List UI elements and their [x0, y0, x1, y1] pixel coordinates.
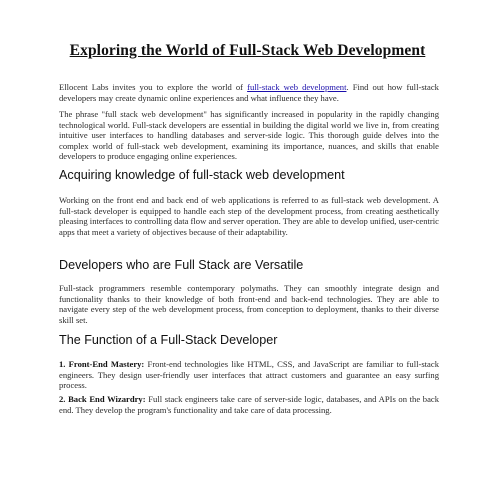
list-item-label: 1. Front-End Mastery: [59, 359, 145, 369]
section-heading-versatile: Developers who are Full Stack are Versatile [59, 258, 304, 272]
page-title: Exploring the World of Full-Stack Web Development [69, 42, 426, 59]
full-stack-link[interactable]: full-stack web development [247, 82, 347, 92]
list-item-front-end [59, 359, 439, 391]
overview-paragraph: The phrase "full stack web development" has significantly increased in popularity in the rapidly changing technological world. Full-stack developers are essential in building the digital world we live in, from creating intuitive user interfaces to handling databases and server-side logic. This thorough guide delves into the complex world of full-stack web development, examining its importance, nuances, and skills that enable developers to produce engaging online experiences. [59, 109, 439, 162]
list-item-label: 2. Back End Wizardry: [59, 394, 146, 404]
intro-text-after: . Find out how full-stack developers may create dynamic online experiences and what influence they have. [59, 82, 439, 103]
intro-text-before: Ellocent Labs invites you to explore the world of [59, 82, 248, 92]
section-heading-acquiring: Acquiring knowledge of full-stack web development [59, 168, 345, 182]
list-item-text: Front-end technologies like HTML, CSS, and JavaScript are familiar to full-stack engineers. They design user-friendly user interfaces that attract customers and guarantee an easy surfing process. [59, 359, 439, 391]
section-body-versatile: Full-stack programmers resemble contemporary polymaths. They can smoothly integrate design and functionality thanks to their knowledge of both front-end and back-end technologies. They are able to navigate every step of the web development process, from conception to deployment, thanks to their diverse skill set. [59, 283, 439, 325]
list-item-text: Full stack engineers take care of server-side logic, databases, and APIs on the back end. They develop the program's functionality and take care of data processing. [59, 394, 440, 415]
intro-paragraph [59, 82, 439, 103]
section-body-acquiring: Working on the front end and back end of web applications is referred to as full-stack web development. A full-stack developer is equipped to handle each step of the development process, from creating aesthetically pleasing interfaces to controlling data flow and server operation. They are able to develop unified, user-centric apps that meet a variety of objectives because of their adaptability. [59, 195, 439, 237]
list-item-back-end [59, 394, 439, 415]
section-heading-function: The Function of a Full-Stack Developer [59, 333, 278, 347]
